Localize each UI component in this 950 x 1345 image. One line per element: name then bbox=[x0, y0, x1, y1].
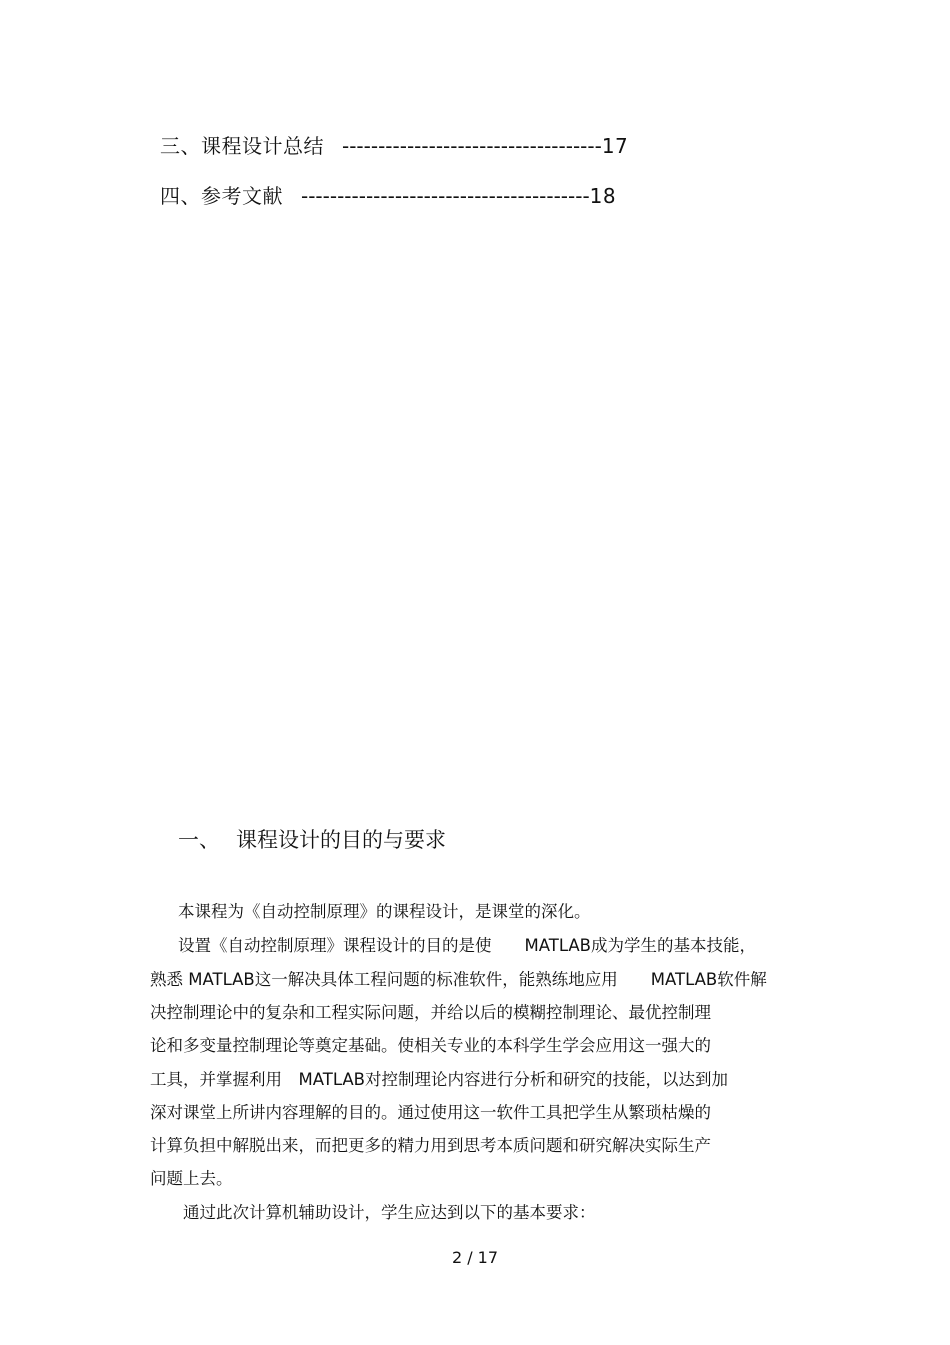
section-number: 一、 bbox=[178, 828, 220, 852]
paragraph-line: 通过此次计算机辅助设计，学生应达到以下的基本要求： bbox=[183, 1203, 596, 1222]
section-title: 课程设计的目的与要求 bbox=[236, 828, 446, 852]
paragraph-line: 决控制理论中的复杂和工程实际问题，并给以后的模糊控制理论、最优控制理 bbox=[150, 1003, 711, 1022]
page-indicator: 2 / 17 bbox=[451, 1248, 499, 1267]
paragraph-line: 论和多变量控制理论等奠定基础。使相关专业的本科学生学会应用这一强大的 bbox=[150, 1036, 711, 1055]
section-heading bbox=[178, 824, 446, 854]
toc-entry-summary bbox=[160, 130, 628, 159]
paragraph-line: 设置《自动控制原理》课程设计的目的是使 MATLAB成为学生的基本技能， bbox=[178, 936, 756, 955]
paragraph-line: 深对课堂上所讲内容理解的目的。通过使用这一软件工具把学生从繁琐枯燥的 bbox=[150, 1103, 711, 1122]
toc-page-number: 17 bbox=[601, 134, 629, 158]
paragraph-line: 问题上去。 bbox=[150, 1169, 233, 1188]
toc-label: 四、参考文献 bbox=[160, 184, 283, 208]
toc-leader-dots: ---------------------------------------- bbox=[301, 184, 590, 208]
paragraph-line: 本课程为《自动控制原理》的课程设计，是课堂的深化。 bbox=[178, 902, 591, 921]
paragraph-line: 工具，并掌握利用 MATLAB对控制理论内容进行分析和研究的技能，以达到加 bbox=[150, 1070, 728, 1089]
toc-leader-dots: ------------------------------------ bbox=[342, 134, 602, 158]
paragraph-line: 熟悉 MATLAB这一解决具体工程问题的标准软件，能熟练地应用 MATLAB软件解 bbox=[150, 970, 767, 989]
toc-label: 三、课程设计总结 bbox=[160, 134, 324, 158]
paragraph-line: 计算负担中解脱出来，而把更多的精力用到思考本质问题和研究解决实际生产 bbox=[150, 1136, 711, 1155]
toc-page-number: 18 bbox=[589, 184, 617, 208]
toc-entry-references bbox=[160, 180, 616, 209]
